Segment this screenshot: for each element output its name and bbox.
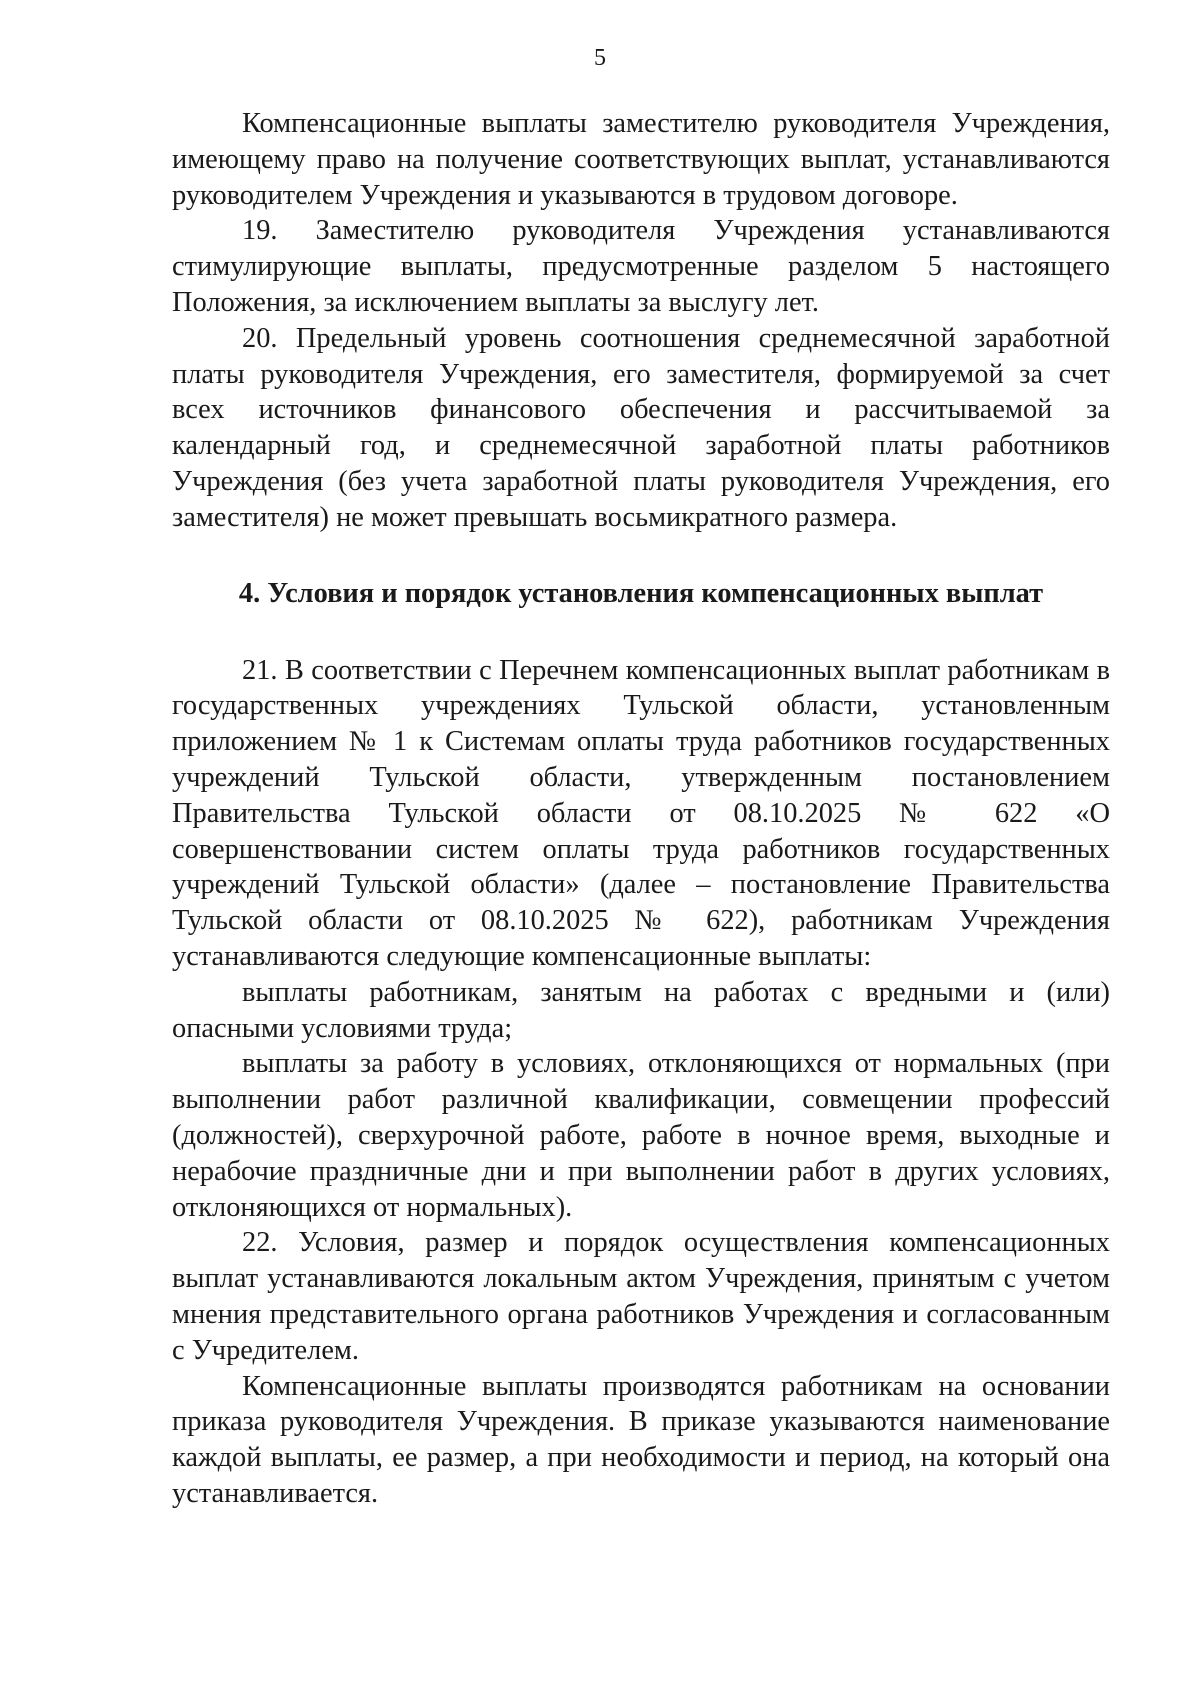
list-item-abnormal-conditions: выплаты за работу в условиях, отклоняющихся от нормальных (при выполнении работ различной квалификации, совмещении профессий (должностей), сверхурочной работе, работе в ночное время, выходные и нерабочие праздничные дни и при выполнении работ в других условиях, отклоняющихся от нормальных).	[172, 1048, 1110, 1223]
list-item-hazardous-conditions: выплаты работникам, занятым на работах с вредными и (или) опасными условиями труда;	[172, 976, 1110, 1044]
section-heading: 4. Условия и порядок установления компенсационных выплат	[238, 577, 1044, 609]
paragraph-21: 21. В соответствии с Перечнем компенсационных выплат работникам в государственных учреждениях Тульской области, установленным приложением № 1 к Системам оплаты труда работников государственных учреждений Тульской области, утвержденным постановлением Правительства Тульской области от 08.10.2025 № 622 «О совершенствовании систем оплаты труда работников государственных учреждений Тульской области» (далее – постановление Правительства Тульской области от 08.10.2025 № 622), работникам Учреждения устанавливаются следующие компенсационные выплаты:	[172, 654, 1110, 972]
page-number: 5	[594, 45, 606, 71]
paragraph-compensation-deputy: Компенсационные выплаты заместителю руководителя Учреждения, имеющему право на получение соответствующих выплат, устанавливаются руководителем Учреждения и указываются в трудовом договоре.	[172, 108, 1110, 211]
paragraph-22: 22. Условия, размер и порядок осуществления компенсационных выплат устанавливаются локальным актом Учреждения, принятым с учетом мнения представительного органа работников Учреждения и согласованным с Учредителем.	[172, 1227, 1110, 1366]
paragraph-order: Компенсационные выплаты производятся работникам на основании приказа руководителя Учреждения. В приказе указываются наименование каждой выплаты, ее размер, а при необходимости и период, на который она устанавливается.	[172, 1370, 1110, 1509]
document-body	[172, 106, 1110, 1512]
paragraph-19: 19. Заместителю руководителя Учреждения устанавливаются стимулирующие выплаты, предусмотренные разделом 5 настоящего Положения, за исключением выплаты за выслугу лет.	[172, 215, 1110, 318]
paragraph-20: 20. Предельный уровень соотношения среднемесячной заработной платы руководителя Учреждения, его заместителя, формируемой за счет всех источников финансового обеспечения и рассчитываемой за календарный год, и среднемесячной заработной платы работников Учреждения (без учета заработной платы руководителя Учреждения, его заместителя) не может превышать восьмикратного размера.	[172, 322, 1110, 533]
